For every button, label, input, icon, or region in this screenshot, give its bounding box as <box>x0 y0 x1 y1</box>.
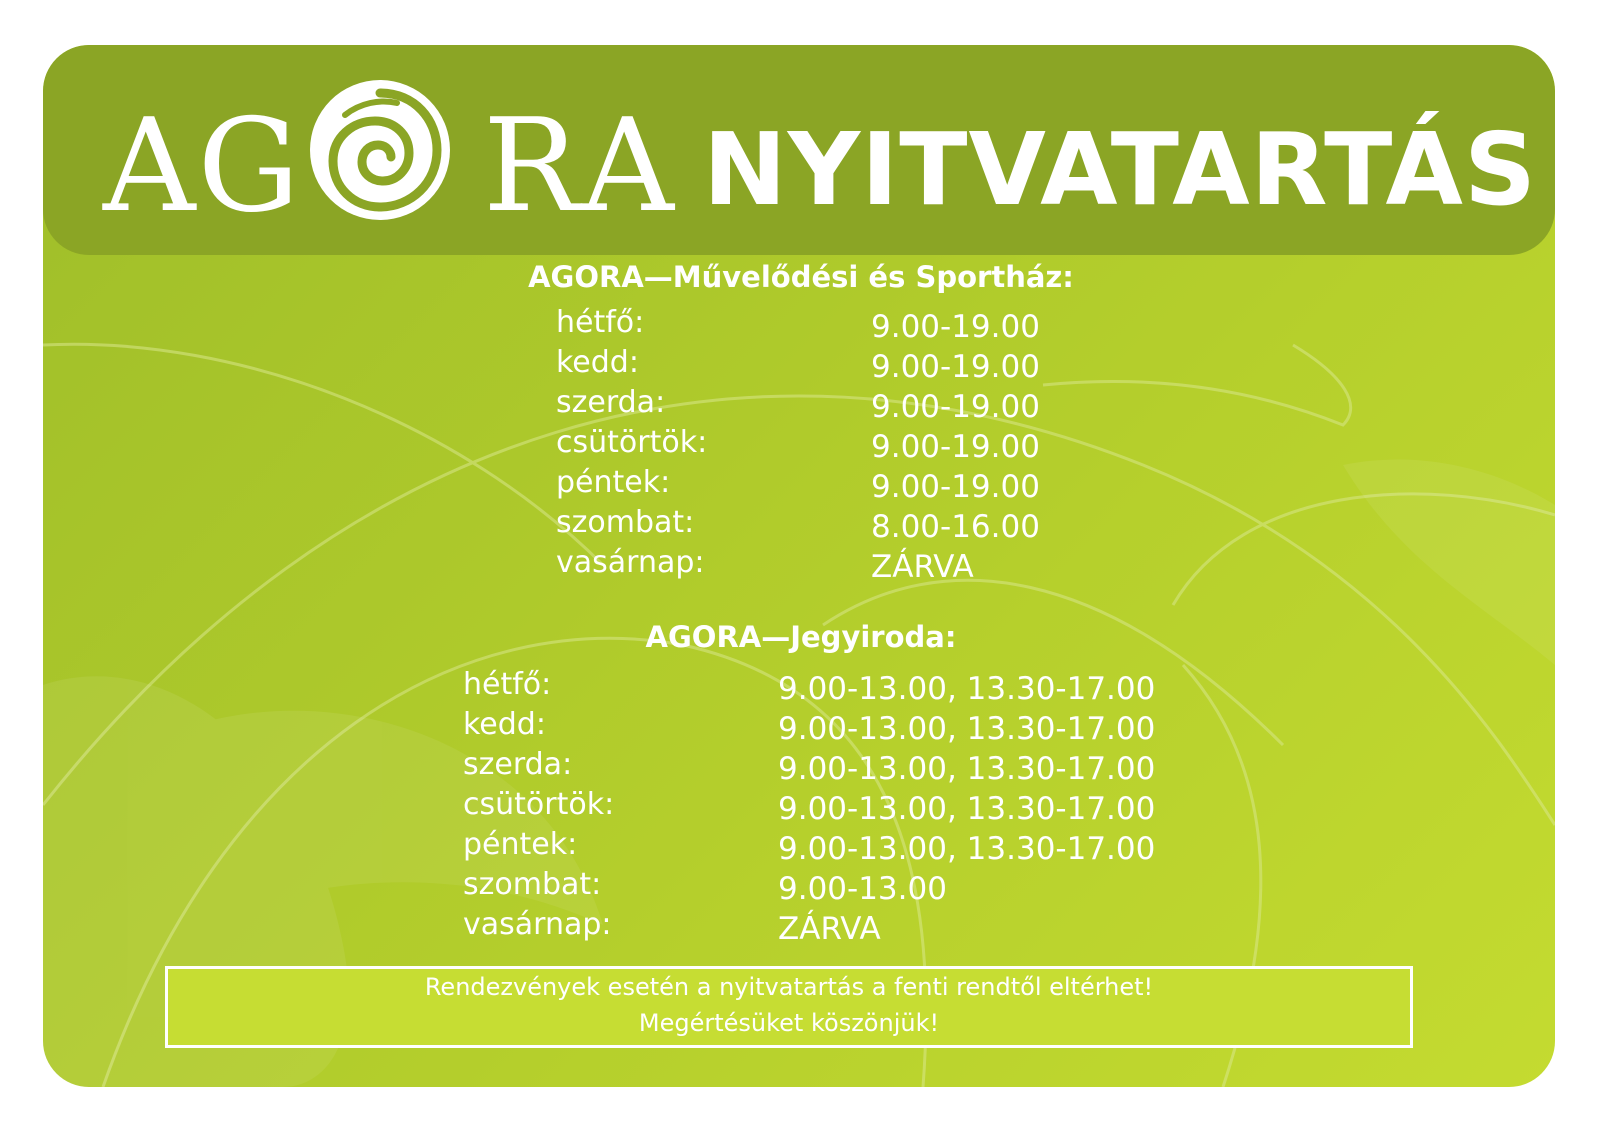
time-value: ZÁRVA <box>778 911 881 947</box>
header-banner <box>43 45 1555 255</box>
notice-line-1: Rendezvények esetén a nyitvatartás a fenti rendtől eltérhet! <box>424 973 1154 1001</box>
logo-text-left: AG <box>103 92 302 241</box>
agora-logo-swirl-icon <box>305 75 455 225</box>
time-value: 9.00-19.00 <box>871 469 1040 505</box>
time-value: 9.00-19.00 <box>871 429 1040 465</box>
day-label: szombat: <box>463 867 602 902</box>
day-label: kedd: <box>556 345 639 380</box>
day-label: csütörtök: <box>463 787 615 822</box>
time-value: 9.00-13.00, 13.30-17.00 <box>778 831 1156 867</box>
day-label: péntek: <box>556 465 671 500</box>
time-value: 9.00-19.00 <box>871 309 1040 345</box>
notice-line-2: Megértésüket köszönjük! <box>638 1009 940 1037</box>
time-value: 9.00-19.00 <box>871 389 1040 425</box>
day-label: vasárnap: <box>463 907 612 942</box>
day-label: szombat: <box>556 505 695 540</box>
day-label: kedd: <box>463 707 546 742</box>
time-value: 9.00-13.00, 13.30-17.00 <box>778 791 1156 827</box>
day-label: szerda: <box>556 385 666 420</box>
day-label: szerda: <box>463 747 573 782</box>
day-label: csütörtök: <box>556 425 708 460</box>
day-label: péntek: <box>463 827 578 862</box>
section-title-cultural-house: AGORA—Művelődési és Sportház: <box>528 260 1074 294</box>
time-value: 9.00-13.00, 13.30-17.00 <box>778 751 1156 787</box>
time-value: 9.00-19.00 <box>871 349 1040 385</box>
time-value: 9.00-13.00, 13.30-17.00 <box>778 671 1156 707</box>
day-label: hétfő: <box>556 305 645 340</box>
section-title-ticket-office: AGORA—Jegyiroda: <box>645 620 957 654</box>
logo-text-right: RA <box>483 92 676 241</box>
opening-hours-card <box>43 45 1555 1087</box>
time-value: 9.00-13.00 <box>778 871 947 907</box>
time-value: 8.00-16.00 <box>871 509 1040 545</box>
page-title: NYITVATARTÁS <box>703 111 1537 228</box>
day-label: hétfő: <box>463 667 552 702</box>
notice-box <box>165 966 1413 1048</box>
time-value: 9.00-13.00, 13.30-17.00 <box>778 711 1156 747</box>
time-value: ZÁRVA <box>871 549 974 585</box>
day-label: vasárnap: <box>556 545 705 580</box>
